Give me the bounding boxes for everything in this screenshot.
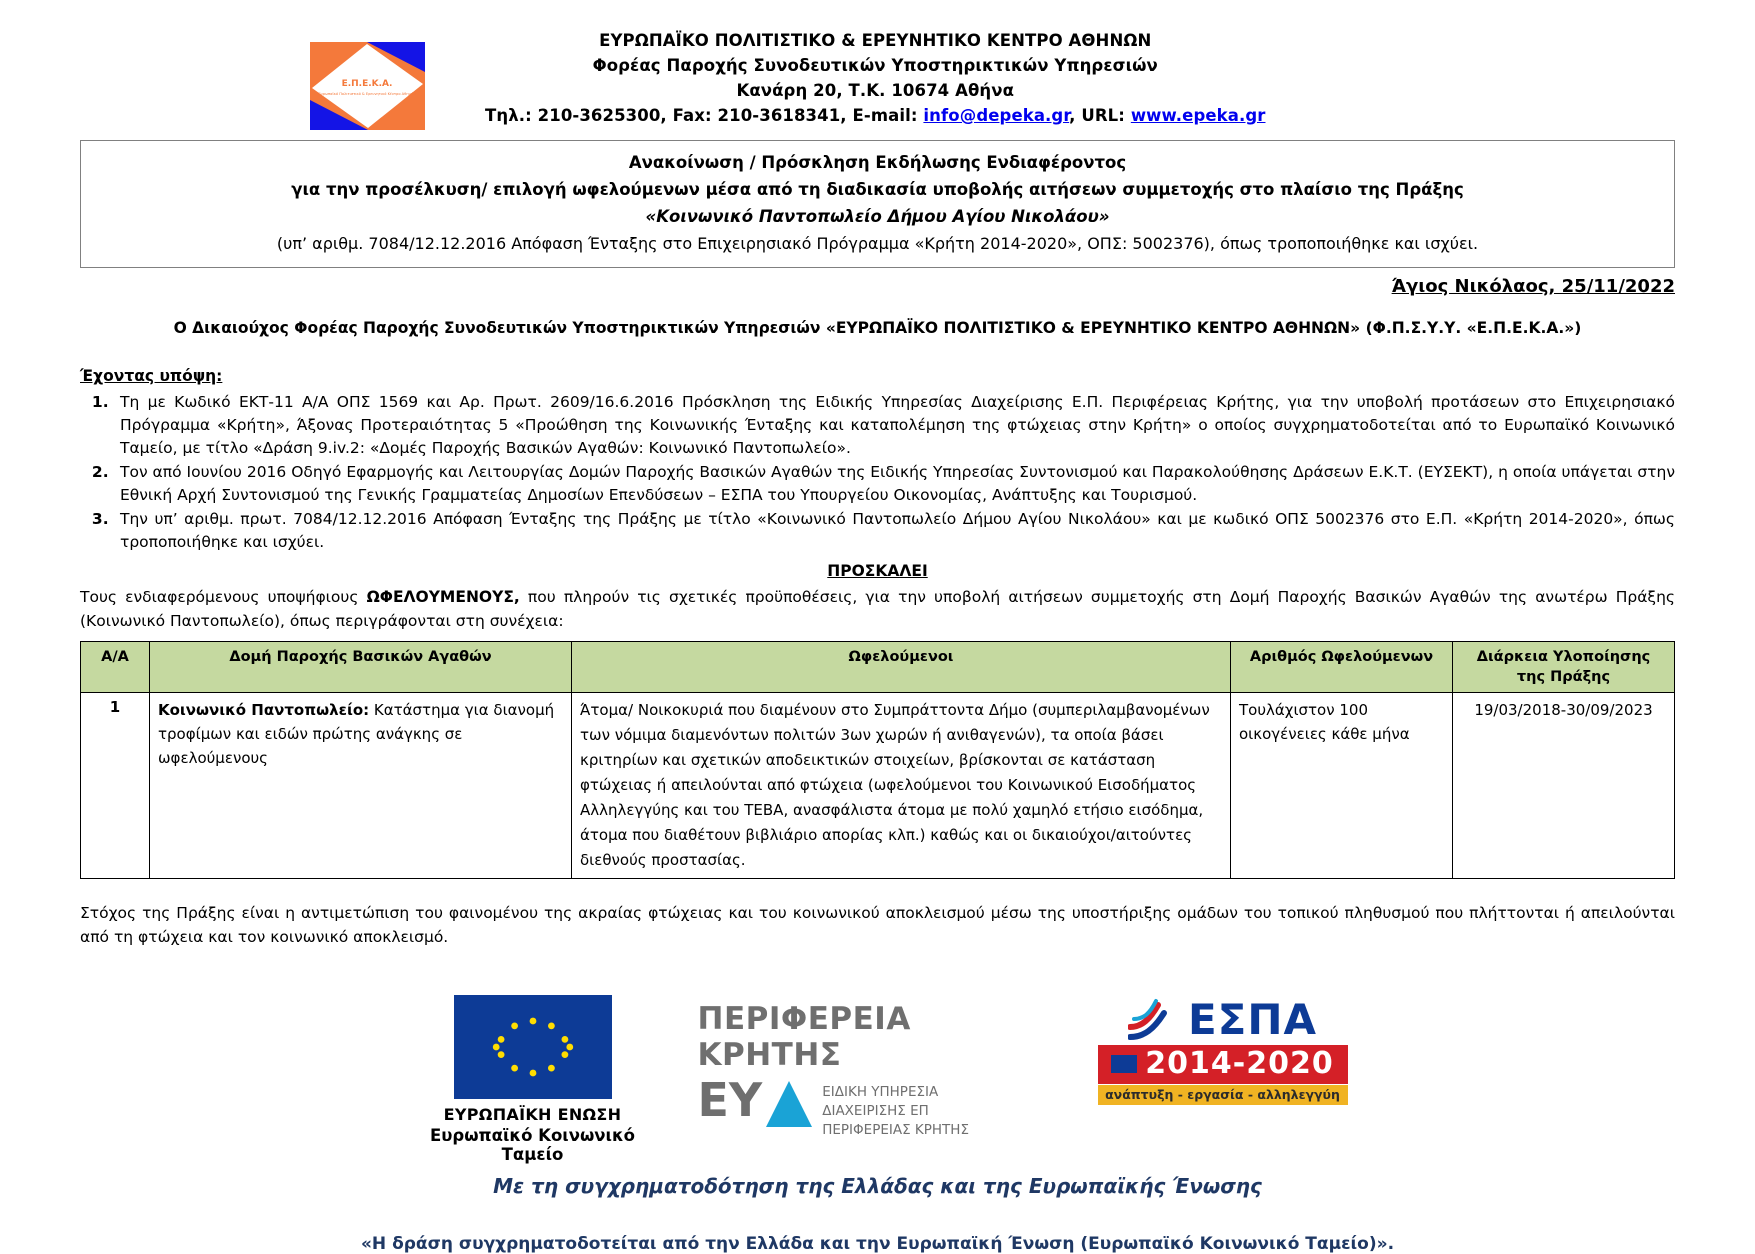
espa-mini-eu-flag-icon — [1111, 1055, 1137, 1073]
column-header-count: Αριθμός Ωφελούμενων — [1231, 642, 1453, 693]
beneficiaries-table — [80, 641, 1675, 879]
column-header-structure: Δομή Παροχής Βασικών Αγαθών — [150, 642, 572, 693]
considerations-list — [80, 391, 1675, 554]
document-header — [80, 28, 1675, 130]
org-name: ΕΥΡΩΠΑΪΚΟ ΠΟΛΙΤΙΣΤΙΚΟ & ΕΡΕΥΝΗΤΙΚΟ ΚΕΝΤΡΟ ΑΘΗΝΩΝ — [599, 31, 1152, 50]
website-link[interactable]: www.epeka.gr — [1130, 106, 1266, 125]
eya-subtitle-block — [822, 1075, 969, 1140]
espa-years-bar — [1098, 1045, 1348, 1084]
announcement-line-2: για την προσέλκυση/ επιλογή ωφελούμενων μέσα από τη διαδικασία υποβολής αιτήσεων συμμετοχής στο πλαίσιο της Πράξης — [291, 180, 1464, 199]
table-header-row — [81, 642, 1675, 693]
list-item: 2. Τον από Ιουνίου 2016 Οδηγό Εφαρμογής και Λειτουργίας Δομών Παροχής Βασικών Αγαθών της Ειδικής Υπηρεσίας Συντονισμού και Παρακολούθησης Δράσεων Ε.Κ.Τ. (ΕΥΣΕΚΤ), η οποία υπάγεται στην Εθνική Αρχή Συντονισμού της Γενικής Γραμματείας Δημοσίων Επενδύσεων – ΕΣΠΑ του Υπουργείου Οικονομίας, Ανάπτυξης και Τουρισμού. — [114, 461, 1675, 507]
epeka-logo-icon — [310, 42, 425, 130]
eya-subtitle-2: ΔΙΑΧΕΙΡΙΣΗΣ ΕΠ — [822, 1103, 929, 1119]
announcement-box — [80, 140, 1675, 268]
org-address: Κανάρη 20, Τ.Κ. 10674 Αθήνα — [736, 81, 1015, 100]
espa-wordmark: ΕΣΠΑ — [1187, 995, 1318, 1044]
beneficiary-line: Ο Δικαιούχος Φορέας Παροχής Συνοδευτικών Υποστηρικτικών Υπηρεσιών «ΕΥΡΩΠΑΪΚΟ ΠΟΛΙΤΙΣΤΙΚΟ & ΕΡΕΥΝΗΤΙΚΟ ΚΕΝΤΡΟ ΑΘΗΝΩΝ» (Φ.Π.Σ.Υ.Υ. «Ε.Π.Ε.Κ.Α.») — [173, 319, 1582, 337]
espa-tagline: ανάπτυξη - εργασία - αλληλεγγύη — [1098, 1085, 1348, 1105]
intro-part-2: που πληρούν τις σχετικές προϋποθέσεις, για την υποβολή αιτήσεων συμμετοχής στη Δομή Παροχής Βασικών Αγαθών της ανωτέρω Πράξης (Κοινωνικό Παντοπωλείο), όπως περιγράφονται στη συνέχεια: — [80, 588, 1675, 630]
table-row — [81, 693, 1675, 879]
date-text: Άγιος Νικόλαος, 25/11/2022 — [1391, 276, 1675, 297]
perifereia-title: ΠΕΡΙΦΕΡΕΙΑ ΚΡΗΤΗΣ — [697, 1001, 911, 1073]
list-item: 3. Την υπ’ αριθμ. πρωτ. 7084/12.12.2016 Απόφαση Ένταξης της Πράξης με τίτλο «Κοινωνικό Παντοπωλείο Δήμου Αγίου Νικολάου» και με κωδικό ΟΠΣ 5002376 στο Ε.Π. «Κρήτη 2014-2020», όπως τροποποιήθηκε και ισχύει. — [114, 508, 1675, 554]
date-line — [80, 276, 1675, 297]
structure-name: Κοινωνικό Παντοπωλείο: — [158, 701, 370, 719]
perifereia-logo-block — [698, 995, 1058, 1140]
goal-paragraph: Στόχος της Πράξης είναι η αντιμετώπιση του φαινομένου της ακραίας φτώχειας και του κοινωνικού αποκλεισμού μέσω της υποστήριξης ομάδων του τοπικού πληθυσμού που πλήττονται ή απειλούνται από τη φτώχεια και τον κοινωνικό αποκλεισμό. — [80, 904, 1675, 946]
eu-caption-union: ΕΥΡΩΠΑΪΚΗ ΕΝΩΣΗ — [443, 1105, 622, 1124]
svg-text:Ε.Π.Ε.Κ.Α.: Ε.Π.Ε.Κ.Α. — [341, 79, 393, 89]
announcement-line-1: Ανακοίνωση / Πρόσκληση Εκδήλωσης Ενδιαφέροντος — [628, 153, 1127, 172]
eya-letters: ΕΥ — [697, 1073, 763, 1127]
espa-years: 2014-2020 — [1145, 1046, 1334, 1081]
intro-paragraph — [80, 586, 1675, 633]
cell-count: Τουλάχιστον 100 οικογένειες κάθε μήνα — [1231, 693, 1453, 879]
footer-logo-strip — [80, 995, 1675, 1164]
espa-top-row — [1098, 997, 1348, 1043]
header-text-block — [485, 28, 1266, 128]
org-contact — [485, 103, 1266, 128]
eu-logo-block — [408, 995, 658, 1164]
considerations-title: Έχοντας υπόψη: — [80, 367, 223, 385]
eya-subtitle-3: ΠΕΡΙΦΕΡΕΙΑΣ ΚΡΗΤΗΣ — [822, 1122, 969, 1138]
cell-aa: 1 — [81, 693, 150, 879]
table-body — [81, 693, 1675, 879]
column-header-beneficiaries: Ωφελούμενοι — [572, 642, 1231, 693]
announcement-line-4: (υπ’ αριθμ. 7084/12.12.2016 Απόφαση Ένταξης στο Επιχειρησιακό Πρόγραμμα «Κρήτη 2014-2020», ΟΠΣ: 5002376), όπως τροποποιήθηκε και ισχύει. — [276, 234, 1479, 253]
eya-triangle-icon — [766, 1081, 812, 1127]
invite-heading: ΠΡΟΣΚΑΛΕΙ — [827, 562, 928, 580]
intro-part-1: Τους ενδιαφερόμενους υποψήφιους — [80, 588, 367, 606]
email-link[interactable]: info@depeka.gr — [923, 106, 1070, 125]
org-role: Φορέας Παροχής Συνοδευτικών Υποστηρικτικών Υπηρεσιών — [592, 56, 1158, 75]
cofunding-line: Με τη συγχρηματοδότηση της Ελλάδας και της Ευρωπαϊκής Ένωσης — [493, 1174, 1262, 1198]
final-statement: «Η δράση συγχρηματοδοτείται από την Ελλάδα και την Ευρωπαϊκή Ένωση (Ευρωπαϊκό Κοινωνικό Ταμείο)». — [360, 1234, 1395, 1254]
contact-mid: , URL: — [1069, 106, 1131, 125]
structure-description: Κατάστημα για διανομή τροφίμων και ειδών πρώτης ανάγκης σε ωφελούμενους — [158, 701, 555, 767]
announcement-line-3: «Κοινωνικό Παντοπωλείο Δήμου Αγίου Νικολάου» — [645, 207, 1110, 226]
eu-flag-icon — [454, 995, 612, 1099]
column-header-duration: Διάρκεια Υλοποίησης της Πράξης — [1453, 642, 1675, 693]
column-header-aa: Α/Α — [81, 642, 150, 693]
eu-caption-fund: Ευρωπαϊκό Κοινωνικό Ταμείο — [429, 1126, 636, 1164]
eya-logo-row — [698, 1075, 1058, 1140]
cell-beneficiaries: Άτομα/ Νοικοκυριά που διαμένουν στο Συμπράττοντα Δήμο (συμπεριλαμβανομένων των νόμιμα διαμενόντων πολιτών 3ων χωρών ή ανιθαγενών), τα οποία βάσει κριτηρίων και σχετικών αποδεικτικών στοιχείων, βρίσκονται σε κατάσταση φτώχειας ή απειλούνται από φτώχεια (ωφελούμενοι του Κοινωνικού Εισοδήματος Αλληλεγγύης και του ΤΕΒΑ, ανασφάλιστα άτομα με πολύ χαμηλό ετήσιο εισόδημα, άτομα που διαθέτουν βιβλιάριο απορίας κλπ.) καθώς και οι δικαιούχοι/αιτούντες διεθνούς προστασίας. — [572, 693, 1231, 879]
cell-duration: 19/03/2018-30/09/2023 — [1453, 693, 1675, 879]
list-item: 1. Τη με Κωδικό ΕΚΤ-11 Α/Α ΟΠΣ 1569 και Αρ. Πρωτ. 2609/16.6.2016 Πρόσκληση της Ειδικής Υπηρεσίας Διαχείρισης Ε.Π. Περιφέρειας Κρήτης, για την υποβολή προτάσεων στο Επιχειρησιακό Πρόγραμμα «Κρήτη», Άξονας Προτεραιότητας 5 «Προώθηση της Κοινωνικής Ένταξης και καταπολέμηση της φτώχειας στην Κρήτη» ο οποίος συγχρηματοδοτείται από το Ευρωπαϊκό Κοινωνικό Ταμείο, με τίτλο «Δράση 9.iv.2: «Δομές Παροχής Βασικών Αγαθών: Κοινωνικό Παντοπωλείο». — [114, 391, 1675, 460]
eya-mark — [698, 1075, 823, 1127]
intro-bold: ΩΦΕΛΟΥΜΕΝΟΥΣ, — [366, 588, 520, 606]
svg-text:Ευρωπαϊκό Πολιτιστικό & Ερευνη: Ευρωπαϊκό Πολιτιστικό & Ερευνητικό Κέντρο Αθηνών — [318, 92, 416, 96]
contact-prefix: Τηλ.: 210-3625300, Fax: 210-3618341, E-mail: — [485, 106, 924, 125]
espa-logo-block — [1098, 995, 1348, 1105]
eya-subtitle-1: ΕΙΔΙΚΗ ΥΠΗΡΕΣΙΑ — [822, 1084, 939, 1100]
table-head — [81, 642, 1675, 693]
cell-structure — [150, 693, 572, 879]
espa-swoosh-icon — [1128, 997, 1182, 1043]
